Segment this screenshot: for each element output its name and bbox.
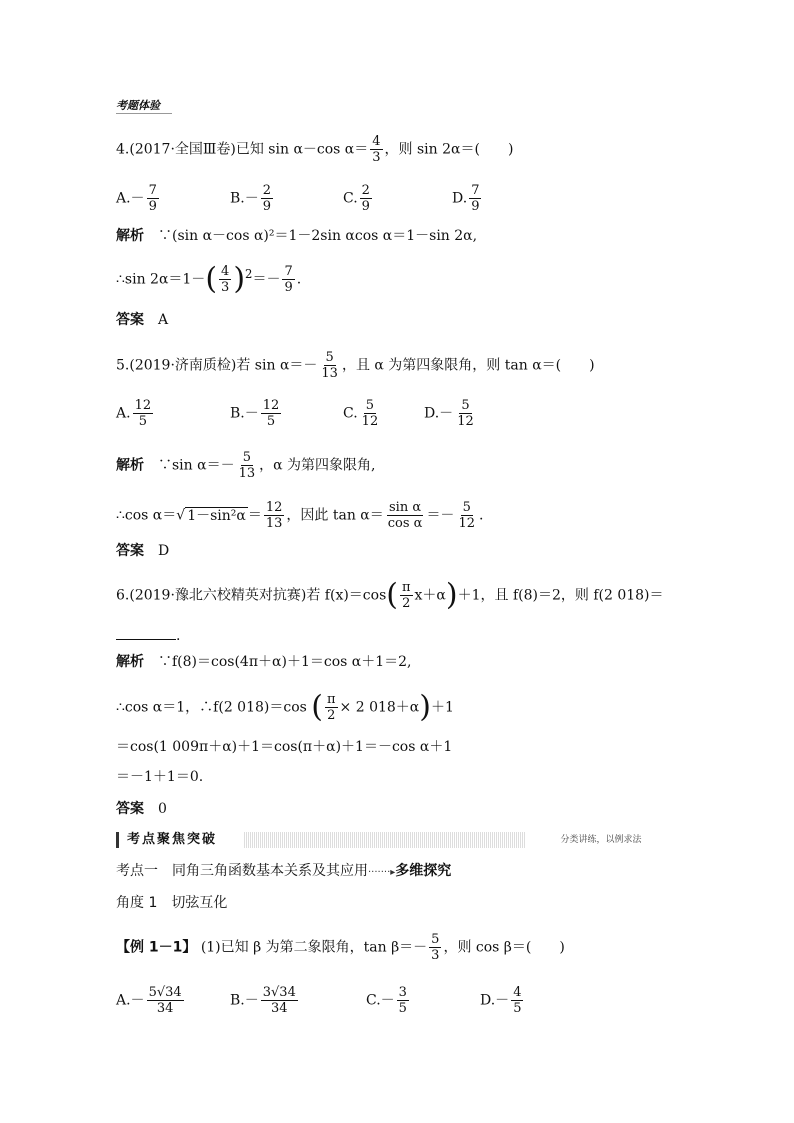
angle-heading: 角度 1 切弦互化 [116, 895, 228, 911]
section-tag: 考题体验 [116, 99, 160, 112]
q5-stem: 5.(2019·济南质检)若 sin α＝－ $\frac{5}{13}$ ，且 α 为第四象限角，则 tan α＝( ) [116, 350, 595, 381]
q4-option-b[interactable]: B.－ $\frac{2}{9}$ [230, 183, 272, 214]
q4-option-d[interactable]: D. $\frac{7}{9}$ [452, 183, 480, 214]
q6-solution-line4: ＝－1＋1＝0. [116, 769, 204, 785]
q6-solution-line3: ＝cos(1 009π＋α)＋1＝cos(π＋α)＋1＝－cos α＋1 [116, 739, 453, 755]
q4-option-a[interactable]: A.－ $\frac{7}{9}$ [116, 183, 157, 214]
q4-solution-line1: 解析 ∵(sin α－cos α)²＝1－2sin αcos α＝1－sin 2α, [116, 228, 478, 244]
arrow-icon: ·······▸ [368, 867, 396, 878]
example-option-d[interactable]: D.－ $\frac{4}{5}$ [480, 985, 522, 1016]
q6-stem: 6.(2019·豫北六校精英对抗赛)若 f(x)＝cos( $\frac{\pi}{2}$ x＋α)＋1，且 f(8)＝2，则 f(2 018)＝ [116, 577, 664, 613]
q4-option-c[interactable]: C. $\frac{2}{9}$ [343, 183, 370, 214]
q4-solution-line2: ∴sin 2α＝1－( $\frac{4}{3}$ )$^2$＝－ $\frac{7}{9}$ . [116, 261, 302, 297]
example-option-c[interactable]: C.－ $\frac{3}{5}$ [366, 985, 407, 1016]
topic-heading: 考点一 同角三角函数基本关系及其应用·······▸多维探究 [116, 863, 452, 879]
q4-stem: 4.(2017·全国Ⅲ卷)已知 sin α－cos α＝ $\frac{4}{3}$ ，则 sin 2α＝( ) [116, 134, 514, 165]
q6-solution-line1: 解析 ∵f(8)＝cos(4π＋α)＋1＝cos α＋1＝2, [116, 654, 412, 670]
q5-solution-line1: 解析 ∵sin α＝－ $\frac{5}{13}$ ，α 为第四象限角, [116, 450, 376, 481]
banner-title: 考点聚焦突破 [116, 832, 243, 848]
q5-option-a[interactable]: A. $\frac{12}{5}$ [116, 398, 152, 429]
q5-solution-line2: ∴cos α＝√ 1－sin²α ＝ $\frac{12}{13}$ ，因此 tan α＝ $\frac{\text{sin α}}{\text{cos α}}$ ＝－ $\frac{5}{12}$ . [116, 500, 484, 531]
section-banner [116, 832, 676, 848]
banner-subtitle: 分类讲练，以例求法 [526, 832, 676, 848]
section-tag-underline [116, 113, 172, 114]
q5-answer: 答案 D [116, 543, 170, 559]
q6-answer-blank: . [116, 626, 180, 646]
example-option-b[interactable]: B.－ $\frac{3√34}{34}$ [230, 985, 296, 1016]
example-option-a[interactable]: A.－ $\frac{5√34}{34}$ [116, 985, 182, 1016]
q5-option-d[interactable]: D.－ $\frac{5}{12}$ [424, 398, 474, 429]
q6-solution-line2: ∴cos α＝1，∴f(2 018)＝cos ( $\frac{\pi}{2}$ × 2 018＋α)＋1 [116, 689, 454, 725]
q6-answer: 答案 0 [116, 801, 167, 817]
q5-option-b[interactable]: B.－ $\frac{12}{5}$ [230, 398, 280, 429]
q5-option-c[interactable]: C. $\frac{5}{12}$ [343, 398, 379, 429]
q4-answer: 答案 A [116, 312, 169, 328]
example-stem: 【例 1－1】 (1)已知 β 为第二象限角，tan β＝－ $\frac{5}{3}$ ，则 cos β＝( ) [116, 932, 565, 963]
